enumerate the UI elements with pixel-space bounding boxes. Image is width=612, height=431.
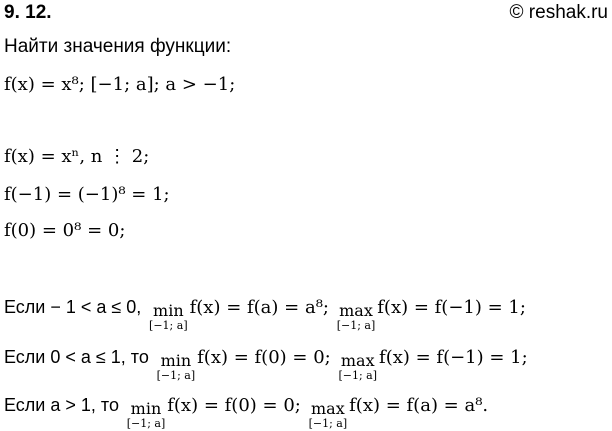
case-prefix: Если a > 1, то [4, 395, 119, 415]
min-result: f(x) = f(a) = a⁸; [189, 297, 329, 318]
min-operator: min [−1; a] [156, 351, 196, 382]
problem-number: 9. 12. [4, 2, 52, 23]
case-prefix: Если 0 < a ≤ 1, то [4, 347, 149, 367]
header [4, 2, 608, 24]
case-line-2 [4, 346, 528, 383]
max-result: f(x) = f(a) = a⁸. [349, 395, 489, 416]
case-line-1 [4, 296, 526, 333]
max-result: f(x) = f(−1) = 1; [377, 297, 526, 318]
min-interval: [−1; a] [126, 417, 166, 430]
given-function: f(x) = x⁸; [−1; a]; a > −1; [4, 74, 236, 95]
fact-f-zero: f(0) = 0⁸ = 0; [4, 220, 126, 241]
max-interval: [−1; a] [336, 319, 376, 332]
case-line-3 [4, 394, 488, 431]
min-result: f(x) = f(0) = 0; [197, 347, 331, 368]
fact-even-power: f(x) = xⁿ, n ⋮ 2; [4, 146, 150, 167]
min-operator: min [−1; a] [126, 399, 166, 430]
max-operator: max [−1; a] [338, 351, 378, 382]
max-interval: [−1; a] [338, 369, 378, 382]
intro-text: Найти значения функции: [4, 36, 232, 57]
watermark: © reshak.ru [509, 2, 608, 23]
min-interval: [−1; a] [149, 319, 188, 332]
min-result: f(x) = f(0) = 0; [167, 395, 301, 416]
min-interval: [−1; a] [156, 369, 196, 382]
max-interval: [−1; a] [308, 417, 348, 430]
fact-f-minus-one: f(−1) = (−1)⁸ = 1; [4, 184, 170, 205]
max-operator: max [−1; a] [308, 399, 348, 430]
min-operator: min [−1; a] [149, 301, 188, 332]
max-result: f(x) = f(−1) = 1; [379, 347, 528, 368]
max-operator: max [−1; a] [336, 301, 376, 332]
case-prefix: Если − 1 < a ≤ 0, [4, 297, 142, 317]
